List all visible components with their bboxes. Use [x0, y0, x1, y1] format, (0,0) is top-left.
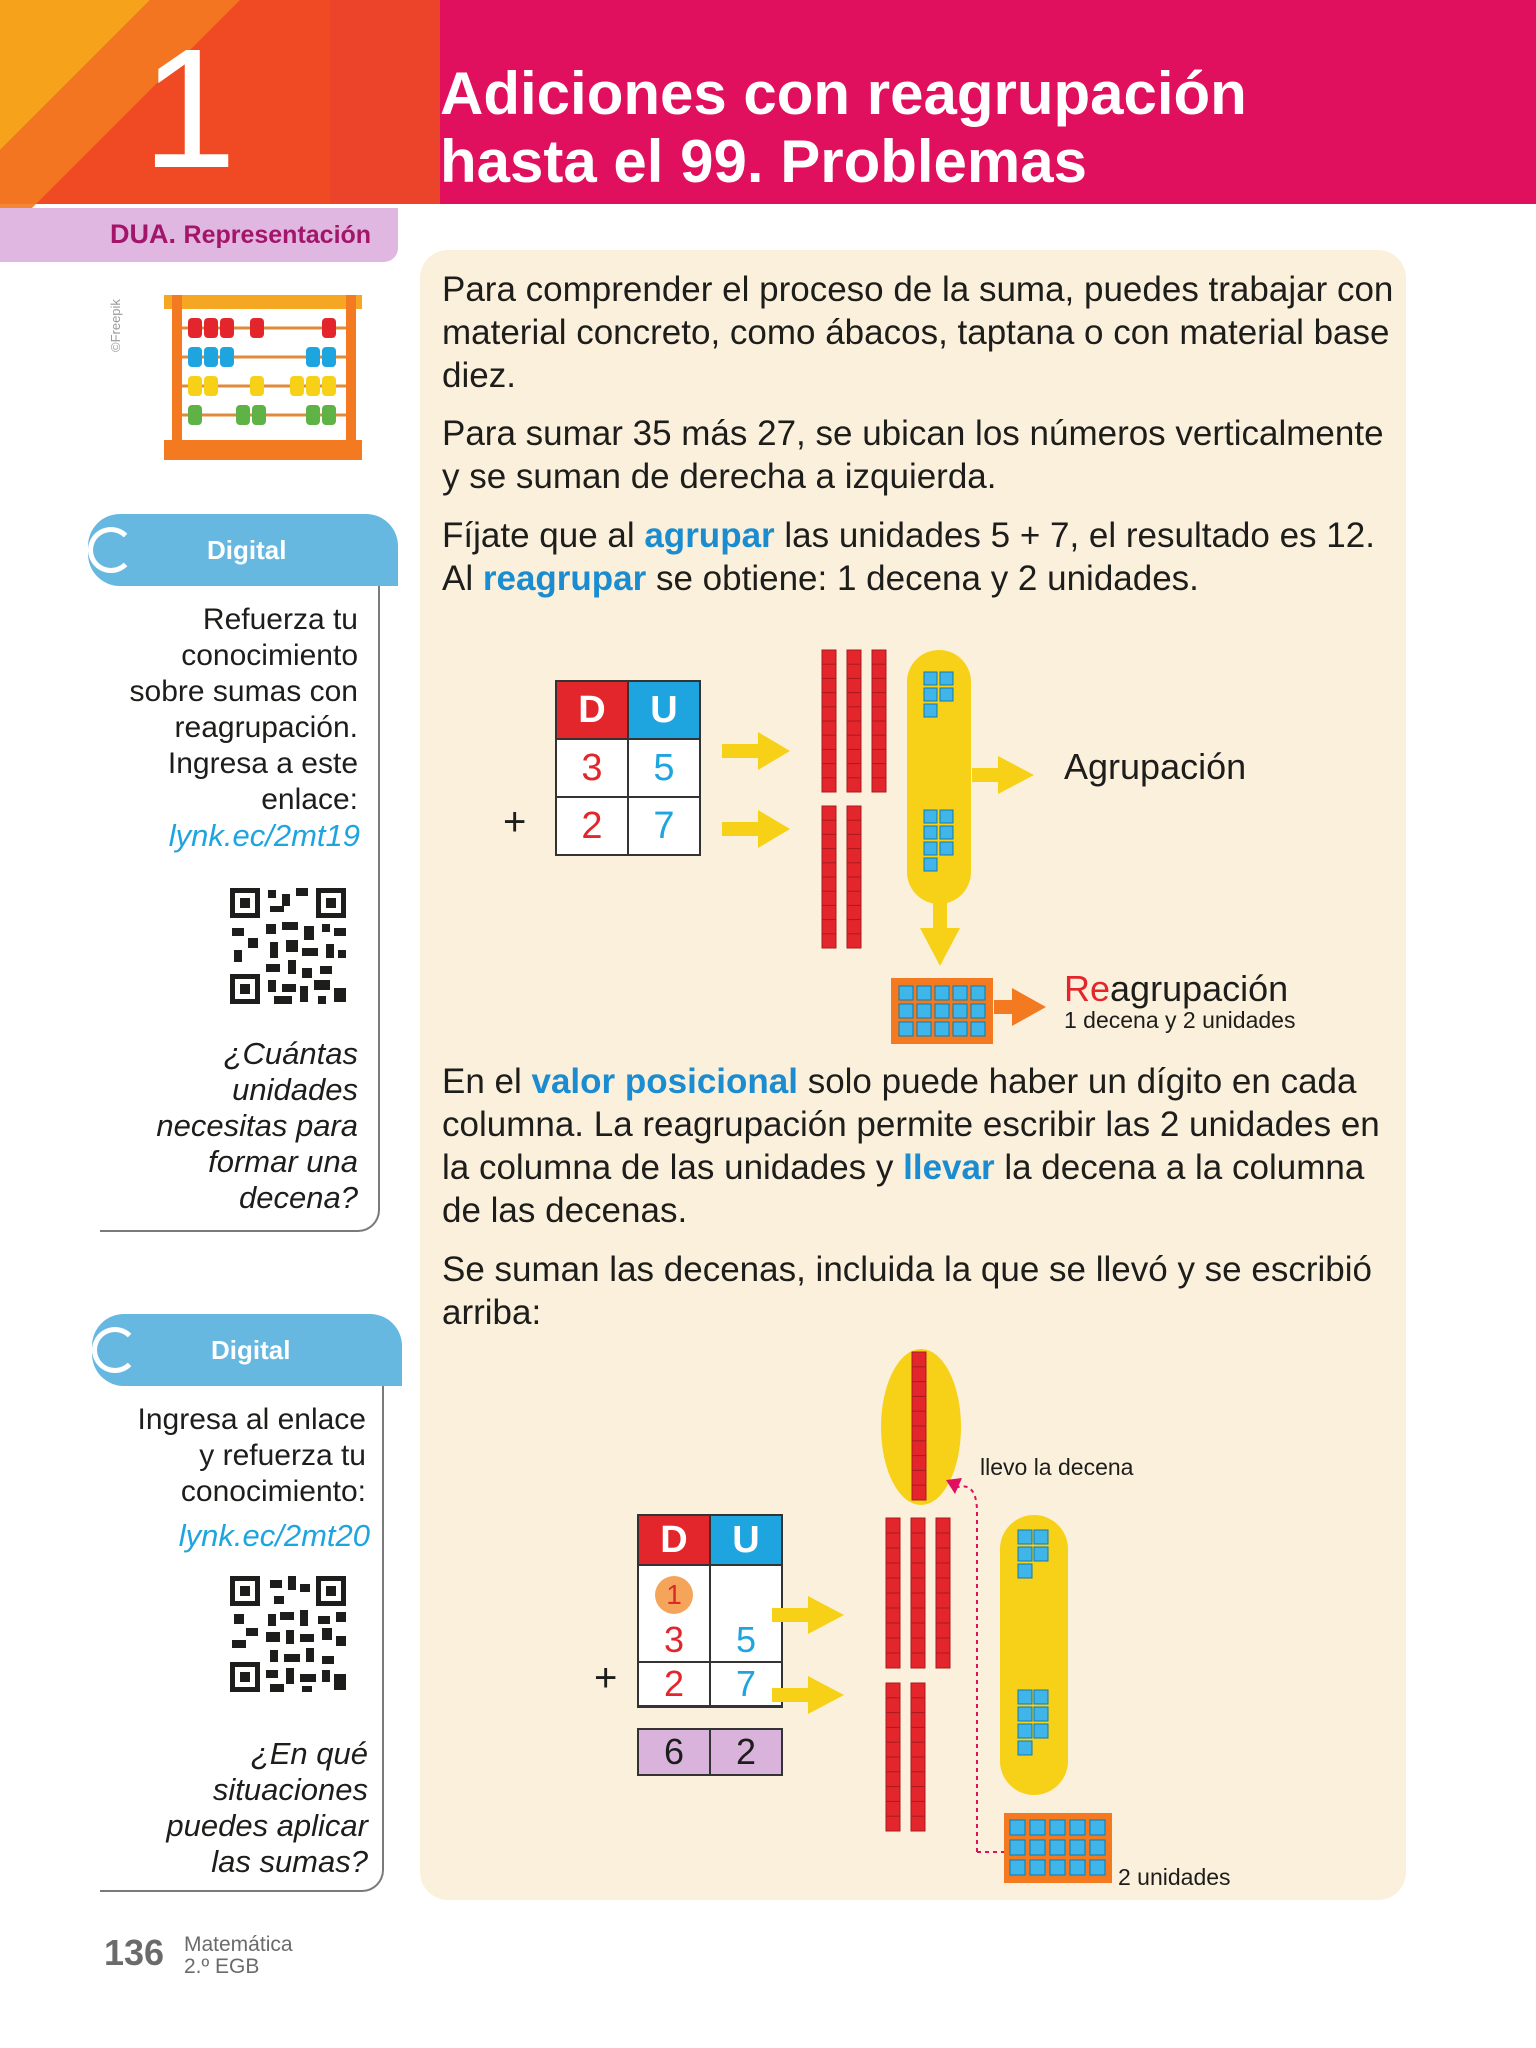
row1-tens: 3 — [638, 1619, 710, 1662]
unit-cube — [1018, 1547, 1032, 1561]
column-u-header: U — [628, 681, 700, 739]
dua-subtitle: Representación — [183, 221, 372, 249]
image-credit: ©Freepik — [108, 299, 123, 352]
column-d-header: D — [556, 681, 628, 739]
row2-units: 7 — [628, 797, 700, 855]
arrow-icon — [772, 1596, 844, 1714]
highlight-agrupar: agrupar — [644, 516, 775, 555]
grade-label: 2.º EGB — [184, 1955, 260, 1978]
unit-cube — [1034, 1690, 1048, 1704]
unit-cube — [1090, 1820, 1105, 1835]
unit-cube — [1090, 1840, 1105, 1855]
plus-sign: + — [503, 800, 527, 844]
plus-sign: + — [594, 1656, 618, 1700]
label-llevo-decena: llevo la decena — [980, 1454, 1134, 1480]
page-number: 136 — [104, 1932, 165, 1973]
unit-cube — [1018, 1707, 1032, 1721]
column-u-header: U — [710, 1515, 782, 1565]
result-tens: 6 — [638, 1729, 710, 1775]
text-line: situaciones — [212, 1772, 368, 1807]
highlight-llevar: llevar — [903, 1148, 995, 1187]
sub-reagrupacion: 1 decena y 2 unidades — [1064, 1007, 1296, 1033]
text-line: necesitas para — [156, 1108, 358, 1143]
digital-tab-label-1: Digital — [207, 535, 287, 565]
prefix-re: Re — [1064, 968, 1111, 1009]
text-run: Fíjate que al — [442, 516, 645, 555]
unit-cube — [1018, 1530, 1032, 1544]
highlight-valor-posicional: valor posicional — [531, 1062, 798, 1101]
text-line: formar una — [208, 1144, 358, 1179]
carry-arrow — [955, 1486, 977, 1852]
unit-cube — [1030, 1820, 1045, 1835]
unit-cube — [1018, 1690, 1032, 1704]
title-line-1: Adiciones con reagrupación — [440, 60, 1247, 127]
text-run: la decena a la columna de las decenas. — [442, 1148, 1365, 1230]
unit-cube — [1010, 1820, 1025, 1835]
unit-cube — [1018, 1564, 1032, 1578]
carry-digit: 1 — [655, 1576, 693, 1614]
row2-units: 7 — [710, 1662, 782, 1707]
text-line: conocimiento: — [180, 1475, 366, 1508]
text-line: ¿En qué — [250, 1736, 368, 1771]
unit-cube — [1070, 1820, 1085, 1835]
column-d-header: D — [638, 1515, 710, 1565]
unit-cube — [1070, 1840, 1085, 1855]
text-line: puedes aplicar — [166, 1808, 368, 1843]
text-line: reagrupación. — [174, 711, 358, 744]
text-run: En el — [442, 1062, 532, 1101]
title-line-2: hasta el 99. Problemas — [440, 128, 1087, 195]
row1-units: 5 — [710, 1619, 782, 1662]
text-line: Ingresa a este — [167, 747, 358, 780]
unit-cube — [1034, 1707, 1048, 1721]
highlight-reagrupar: reagrupar — [482, 559, 647, 598]
label-2-unidades: 2 unidades — [1118, 1864, 1231, 1890]
text-line: sobre sumas con — [129, 675, 358, 708]
unit-cube — [1034, 1530, 1048, 1544]
row1-tens: 3 — [556, 739, 628, 797]
result-units: 2 — [710, 1729, 782, 1775]
text-run: solo puede haber un dígito en cada columna. La reagrupación permite escribir las 2 unidades en la columna de las unidades y — [442, 1062, 1380, 1187]
dua-title: DUA. — [110, 219, 176, 249]
unit-cube — [1034, 1724, 1048, 1738]
subject-name: Matemática — [184, 1933, 293, 1956]
unit-cube — [1090, 1860, 1105, 1875]
text-line: conocimiento — [181, 639, 358, 672]
text-line: y refuerza tu — [199, 1439, 366, 1472]
row2-tens: 2 — [638, 1662, 710, 1707]
paragraph-steps: Para sumar 35 más 27, se ubican los números verticalmente y se suman de derecha a izquierda. — [442, 414, 1384, 496]
unit-cube — [1010, 1860, 1025, 1875]
unit-cube — [1030, 1860, 1045, 1875]
text-line: las sumas? — [211, 1844, 368, 1879]
lesson-number: 1 — [142, 14, 237, 204]
unit-cube — [1018, 1724, 1032, 1738]
digital-tab-label-2: Digital — [211, 1335, 291, 1365]
paragraph-intro: Para comprender el proceso de la suma, puedes trabajar con material concreto, como ábacos, taptana o con material base diez. — [442, 270, 1394, 395]
unit-cube — [1050, 1840, 1065, 1855]
unit-cube — [1018, 1741, 1032, 1755]
arrowhead-icon — [946, 1478, 962, 1494]
text-line: enlace: — [261, 783, 358, 816]
text-run: agrupación — [1110, 968, 1289, 1009]
unit-cube — [1050, 1820, 1065, 1835]
text-line: Ingresa al enlace — [137, 1403, 366, 1436]
paragraph-decenas: Se suman las decenas, incluida la que se llevó y se escribió arriba: — [442, 1250, 1372, 1332]
unit-cube — [1030, 1840, 1045, 1855]
unit-cube — [1050, 1860, 1065, 1875]
link-2mt19[interactable]: lynk.ec/2mt19 — [168, 818, 360, 853]
text-line: ¿Cuántas — [223, 1036, 358, 1071]
row1-units: 5 — [628, 739, 700, 797]
text-line: unidades — [232, 1072, 358, 1107]
text-line: decena? — [239, 1180, 358, 1215]
link-2mt20[interactable]: lynk.ec/2mt20 — [178, 1518, 370, 1553]
label-agrupacion: Agrupación — [1064, 746, 1247, 787]
unit-cube — [1034, 1547, 1048, 1561]
text-line: Refuerza tu — [202, 603, 358, 636]
row2-tens: 2 — [556, 797, 628, 855]
unit-cube — [1010, 1840, 1025, 1855]
unit-cube — [1070, 1860, 1085, 1875]
text-run: se obtiene: 1 decena y 2 unidades. — [646, 559, 1199, 598]
footer-subject — [184, 1934, 293, 1978]
text-run: las unidades 5 + 7, el resultado es 12. Al — [442, 516, 1375, 598]
